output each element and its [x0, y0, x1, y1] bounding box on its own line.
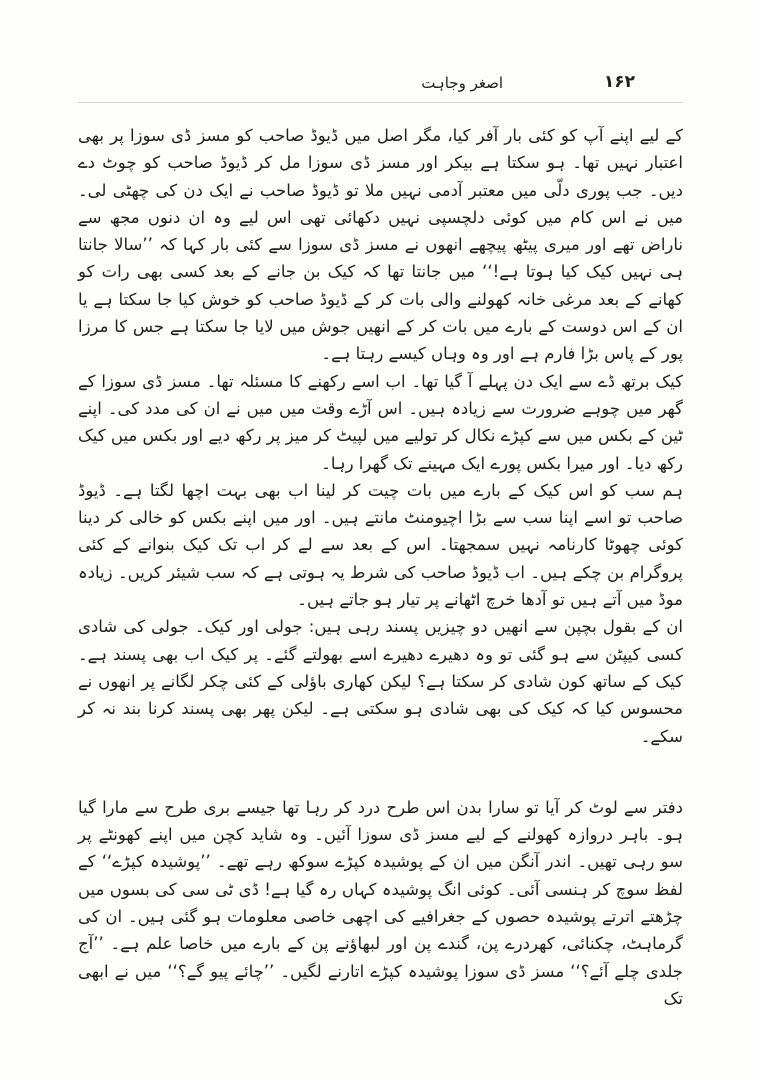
text-line: ہوتی ہے کہ سب شیئر کریں۔ زیادہ موڈ میں آتے ہیں تو آدھا خرچ اٹھانے پر تیار ہو جاتے ہیں۔	[78, 562, 683, 610]
paragraph	[78, 368, 683, 477]
paragraph	[78, 122, 683, 368]
page-number: ۱۶۲	[603, 72, 635, 92]
text-line: چوہے ضرورت سے زیادہ ہیں۔ اس آڑے وقت میں میں نے ان کی مدد کی۔ اپنے ٹین کے بکس میں سے	[78, 398, 683, 446]
text-line: ہے؟ لیکن کھاری باؤلی کے کئی چکر لگانے پر انھوں نے محسوس کیا کہ کیک کی بھی شادی ہو سکتی ہے۔ لیکن پھر	[78, 671, 683, 719]
page-body	[78, 122, 683, 1012]
paragraph	[78, 794, 683, 1012]
text-line: جا سکتا ہے جس کا مرزا پور کے پاس بڑا فارم ہے اور وہ وہاں کیسے رہتا ہے۔	[78, 317, 683, 364]
text-line: ہم سب کو اس کیک کے بارے میں بات چیت کر لینا اب بھی بہت اچھا لگتا ہے۔ ڈیوڈ صاحب تو	[78, 480, 683, 528]
header-rule	[78, 102, 683, 103]
text-line: دفتر سے لوٹ کر آیا تو سارا بدن اس طرح درد کر رہا تھا جیسے بری طرح سے مارا گیا ہو۔ باہر دروازہ	[78, 797, 683, 845]
text-line: کپڑے نکال کر تولیے میں لپیٹ کر میز پر رکھ دیے اور بکس میں کیک رکھ دیا۔ اور میرا بکس پورے ایک مہینے	[78, 426, 683, 473]
text-line: کے ڈیوڈ صاحب کو خوش کیا جا سکتا ہے یا ان کے اس دوست کے بارے میں بات کر کے انھیں جوش میں لایا	[78, 289, 683, 337]
page-header	[78, 62, 683, 102]
text-line: ہو گئی تو وہ دھیرے دھیرے اسے بھولتے گئے۔ پر کیک اب بھی پسند ہے۔ کیک کے ساتھ کون شادی کر سکتا	[78, 644, 684, 691]
text-line: ہیں۔ ان کی گرماہٹ، چکنائی، کھردرے پن، گندے پن اور لبھاؤنے پن کے بارے میں خاصا علم ہے۔	[78, 907, 683, 954]
text-line: کھولنے کے لیے مسز ڈی سوزا آئیں۔ وہ شاید کچن میں اپنے کھونٹے پر سو رہی تھیں۔ اندر آنگن میں ان	[78, 825, 683, 872]
text-line: گیا ہے! ڈی ٹی سی کی بسوں میں چڑھتے اترتے پوشیدہ حصوں کے جغرافیے کی اچھی خاصی معلومات ہو گئی	[78, 879, 683, 927]
text-line: ہے!‘‘ میں جانتا تھا کہ کیک بن جانے کے بعد کسی بھی رات کو کھانے کے بعد مرغی خانہ کھولنے والی بات کر	[78, 262, 683, 309]
text-line: بھی پسند کرنا بند نہ کر سکے۔	[78, 699, 683, 746]
text-line: ان کے بقول بچپن سے انھیں دو چیزیں پسند رہی ہیں: جولی اور کیک۔ جولی کی شادی کسی کیپٹن سے	[78, 617, 683, 664]
text-line: تک گھرا رہا۔	[321, 453, 413, 473]
section-break	[78, 750, 683, 794]
text-line: اس کے بعد سے لے کر اب تک کیک بنوانے کے کئی پروگرام بن چکے ہیں۔ اب ڈیوڈ صاحب کی شرط یہ	[78, 535, 683, 582]
paragraph	[78, 477, 683, 613]
text-line: بیکر اور مسز ڈی سوزا مل کر ڈیوڈ صاحب کو چوٹ دے دیں۔ جب پوری دلّی میں معتبر آدمی نہیں ملا تو ڈیوڈ	[78, 153, 683, 200]
text-line: صاحب نے ایک دن کی چھٹی لی۔ میں نے اس کام میں کوئی دلچسپی نہیں دکھائی تھی اس لیے وہ ان دنوں مجھ	[78, 180, 683, 227]
running-title: اصغر وجاہت	[421, 74, 503, 92]
text-line: ’’آج جلدی چلے آئے؟‘‘ مسز ڈی سوزا پوشیدہ کپڑے اتارنے لگیں۔ ’’چائے پیو گے؟‘‘ میں نے ابھی تک	[78, 934, 683, 1008]
text-line: کے لیے اپنے آپ کو کئی بار آفر کیا، مگر اصل میں ڈیوڈ صاحب کو مسز ڈی سوزا پر بھی اعتبار نہیں تھا۔ ہو سکتا ہے	[78, 126, 683, 173]
paragraph	[78, 613, 683, 749]
text-line: سے ناراض تھے اور میری پیٹھ پیچھے انھوں نے مسز ڈی سوزا سے کئی بار کہا کہ ’’سالا جانتا ہی نہیں کیک کیا ہوتا	[78, 207, 684, 282]
text-line: اسے اپنا سب سے بڑا اچیومنٹ مانتے ہیں۔ اور میں اپنے بکس کو خالی کر دینا کوئی چھوٹا کارنامہ نہیں سمجھتا۔	[78, 508, 683, 555]
text-line: کے پوشیدہ کپڑے سوکھ رہے تھے۔ ’’پوشیدہ کپڑے‘‘ کے لفظ سوچ کر ہنسی آئی۔ کوئی انگ پوشیدہ کہاں رہ	[78, 852, 684, 899]
text-line: کیک برتھ ڈے سے ایک دن پہلے آ گیا تھا۔ اب اسے رکھنے کا مسئلہ تھا۔ مسز ڈی سوزا کے گھر میں	[78, 371, 684, 418]
